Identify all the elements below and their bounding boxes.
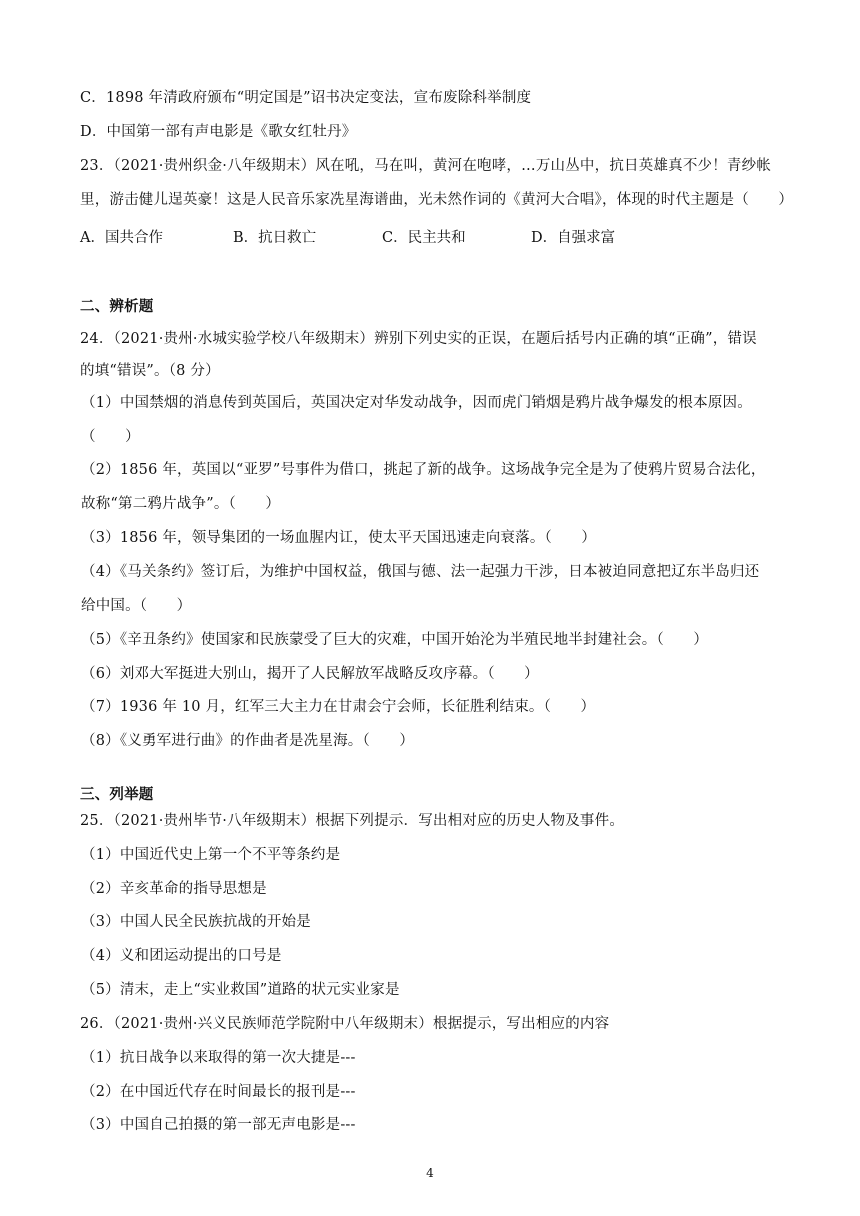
q24-item-2-cont: 故称“第二鸦片战争”。（ ）: [81, 496, 281, 512]
q23-stem-line2: 里，游击健儿逞英豪！这是人民音乐家冼星海谱曲，光未然作词的《黄河大合唱》，体现的时代主题是（ ）: [80, 192, 794, 208]
q24-item-6: （6）刘邓大军挺进大别山，揭开了人民解放军战略反攻序幕。（ ）: [81, 666, 539, 682]
q22-option-c: C．1898 年清政府颁布“明定国是”诏书决定变法，宣布废除科举制度: [80, 90, 532, 106]
q24-item-3: （3）1856 年，领导集团的一场血腥内讧，使太平天国迅速走向衰落。（ ）: [81, 530, 597, 546]
q23-option-b: B．抗日救亡: [233, 230, 317, 246]
q23-option-d: D．自强求富: [531, 230, 616, 246]
q24-item-5: （5）《辛丑条约》使国家和民族蒙受了巨大的灾难，中国开始沦为半殖民地半封建社会。（ ）: [81, 632, 709, 648]
q25-item-2: （2）辛亥革命的指导思想是: [81, 881, 267, 897]
q23-stem-line1: 23．（2021·贵州织金·八年级期末）风在吼，马在叫，黄河在咆哮，…万山丛中，抗日英雄真不少！青纱帐: [80, 158, 772, 174]
q25-item-5: （5）清末，走上“实业救国”道路的状元实业家是: [81, 982, 400, 998]
q25-item-1: （1）中国近代史上第一个不平等条约是: [81, 847, 341, 863]
q23-option-a: A．国共合作: [80, 230, 163, 246]
q24-item-2: （2）1856 年，英国以“亚罗”号事件为借口，挑起了新的战争。这场战争完全是为了使鸦片贸易合法化，: [81, 462, 766, 478]
q26-item-3: （3）中国自己拍摄的第一部无声电影是---: [81, 1117, 356, 1133]
q24-stem-line1: 24．（2021·贵州·水城实验学校八年级期末）辨别下列史实的正误，在题后括号内正确的填“正确”，错误: [80, 331, 757, 347]
q24-item-4: （4）《马关条约》签订后，为维护中国权益，俄国与德、法一起强力干涉，日本被迫同意把辽东半岛归还: [81, 564, 760, 580]
section3-heading: 三、列举题: [80, 786, 154, 803]
section2-heading: 二、辨析题: [80, 298, 154, 315]
q24-stem-line2: 的填“错误”。（8 分）: [80, 363, 220, 379]
q26-stem: 26．（2021·贵州·兴义民族师范学院附中八年级期末）根据提示，写出相应的内容: [80, 1016, 610, 1032]
q24-item-8: （8）《义勇军进行曲》的作曲者是冼星海。（ ）: [81, 733, 415, 749]
q23-option-c: C．民主共和: [382, 230, 466, 246]
q24-item-7: （7）1936 年 10 月，红军三大主力在甘肃会宁会师，长征胜利结束。（ ）: [81, 699, 596, 715]
q25-item-3: （3）中国人民全民族抗战的开始是: [81, 914, 311, 930]
q26-item-1: （1）抗日战争以来取得的第一次大捷是---: [81, 1050, 356, 1066]
q24-item-4-cont: 给中国。（ ）: [81, 598, 192, 614]
q25-item-4: （4）义和团运动提出的口号是: [81, 948, 282, 964]
q24-item-1-bracket: （ ）: [81, 429, 140, 445]
q25-stem: 25．（2021·贵州毕节·八年级期末）根据下列提示．写出相对应的历史人物及事件。: [80, 813, 625, 829]
q26-item-2: （2）在中国近代存在时间最长的报刊是---: [81, 1084, 356, 1100]
q22-option-d: D．中国第一部有声电影是《歌女红牡丹》: [80, 124, 357, 140]
page-number: 4: [426, 1166, 434, 1180]
q24-item-1: （1）中国禁烟的消息传到英国后，英国决定对华发动战争，因而虎门销烟是鸦片战争爆发的根本原因。: [81, 395, 752, 411]
